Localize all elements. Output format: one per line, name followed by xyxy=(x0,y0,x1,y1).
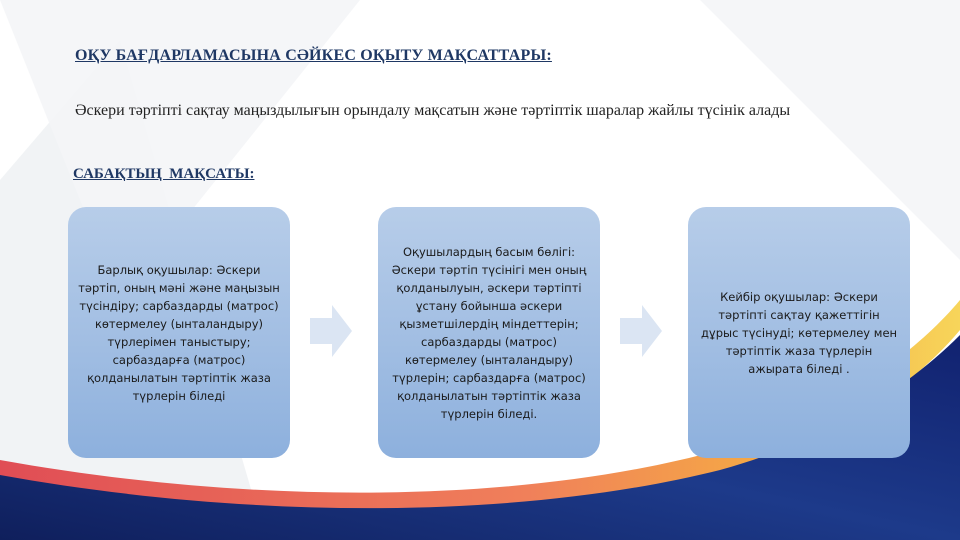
learning-objective-text: Әскери тәртіпті сақтау маңыздылығын орындалу мақсатын және тәртіптік шаралар жайлы түсінік алады xyxy=(75,102,791,119)
arrow-right-icon xyxy=(620,305,662,357)
objective-box-text: Кейбір оқушылар: Әскери тәртіпті сақтау қажеттігін дұрыс түсінуді; көтермелеу мен тәртіптік жаза түрлерін ажырата біледі . xyxy=(700,289,898,376)
objective-box-some-students xyxy=(688,207,910,458)
objective-box-all-students xyxy=(68,207,290,458)
objective-box-most-students xyxy=(378,207,600,458)
lesson-objective-heading: САБАҚТЫҢ МАҚСАТЫ: xyxy=(73,166,255,182)
page-title: ОҚУ БАҒДАРЛАМАСЫНА СӘЙКЕС ОҚЫТУ МАҚСАТТАРЫ: xyxy=(75,47,552,64)
objective-box-text: Барлық оқушылар: Әскери тәртіп, оның мәні және маңызын түсіндіру; сарбаздарды (матрос) көтермелеу (ынталандыру) түрлерімен таныстыру; сарбаздарға (матрос) қолданылатын тәртіптік жаза түрлерін біледі xyxy=(78,262,280,403)
arrow-right-icon xyxy=(310,305,352,357)
objective-box-text: Оқушылардың басым бөлігі: Әскери тәртіп түсінігі мен оның қолданылуын, әскери тәртіпті ұстану бойынша әскери қызметшілердің міндеттерін; сарбаздарды (матрос) көтермелеу (ынталандыру) түрлерін; сарбаздарға (матрос) қолданылатын тәртіптік жаза түрлерін біледі. xyxy=(391,244,587,421)
